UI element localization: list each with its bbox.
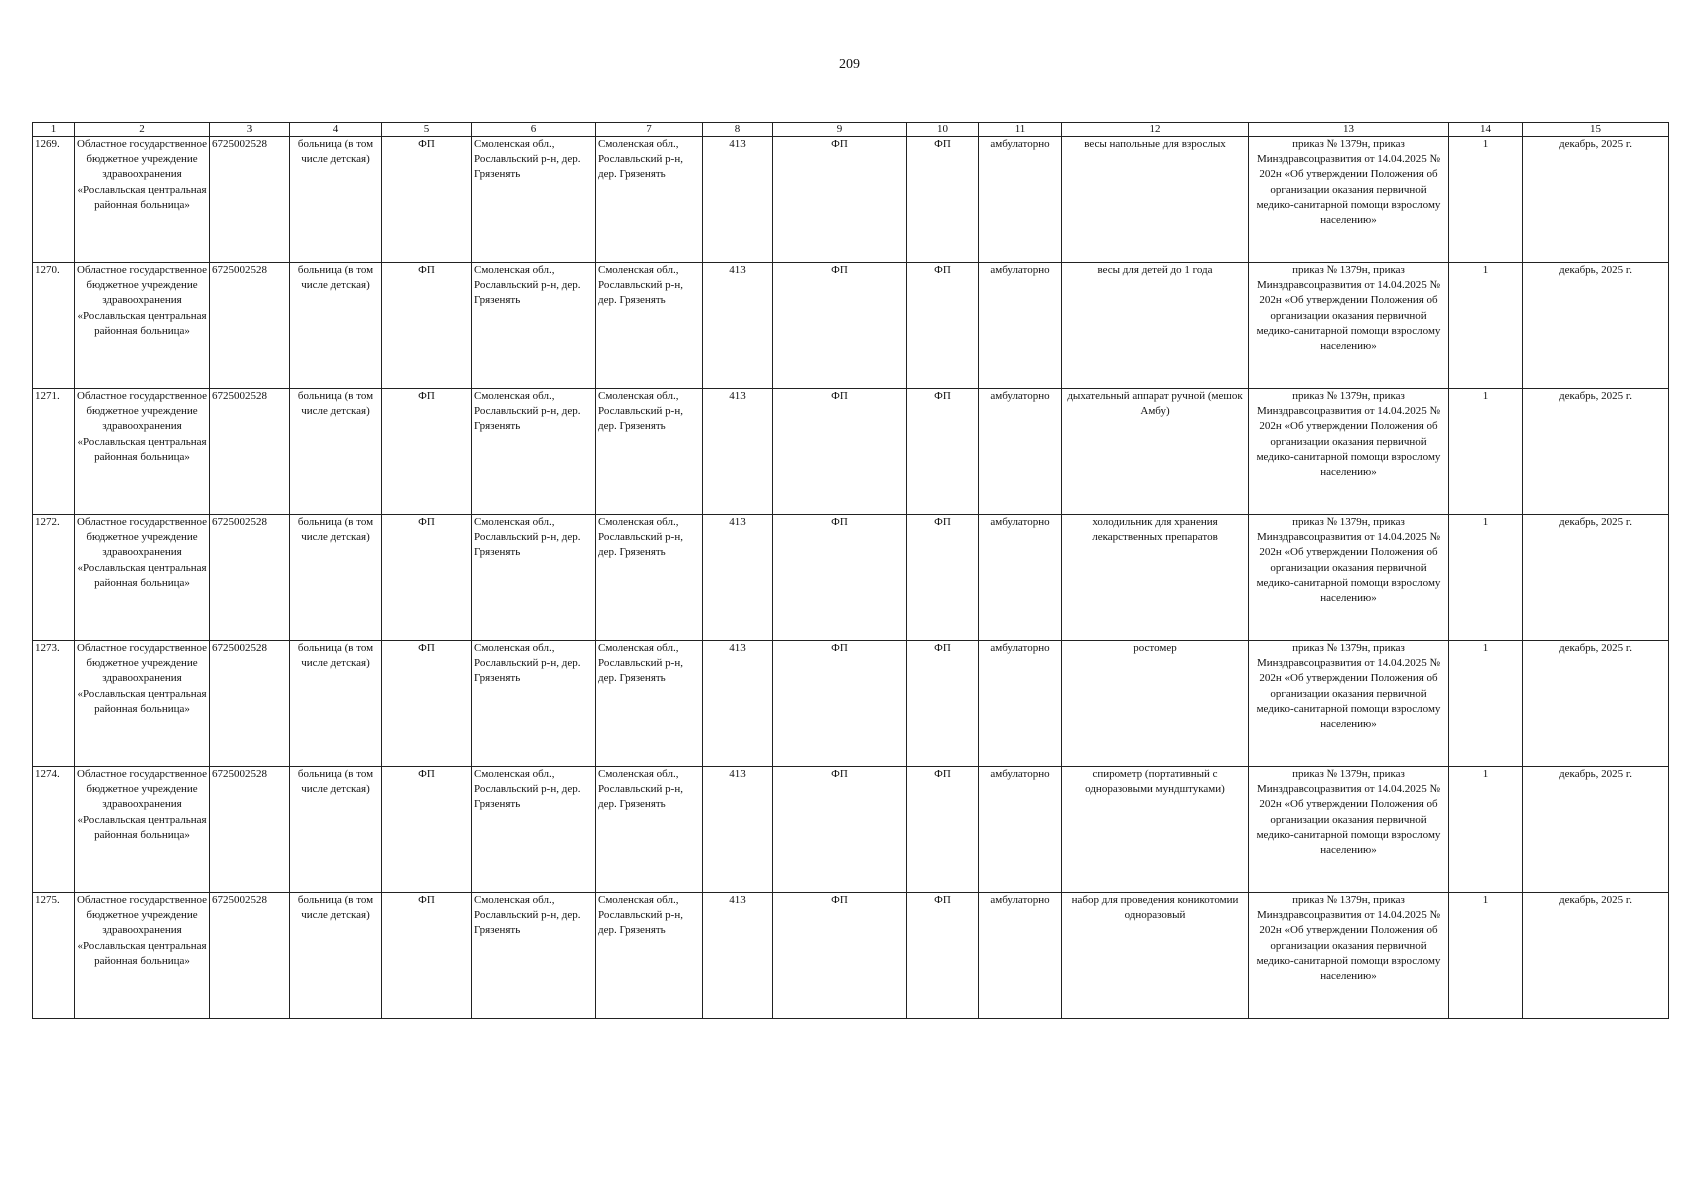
address-legal: Смоленская обл., Рославльский р-н, дер. Грязенять [472, 893, 596, 1019]
col9-cell: ФП [773, 641, 907, 767]
organization-name: Областное государственное бюджетное учреждение здравоохранения «Рославльская центральная районная больница» [75, 515, 210, 641]
col10-cell: ФП [907, 893, 979, 1019]
condition-cell: амбулаторно [979, 893, 1062, 1019]
inn-cell: 6725002528 [210, 263, 290, 389]
population-cell: 413 [703, 767, 773, 893]
inn-cell: 6725002528 [210, 893, 290, 1019]
organization-name: Областное государственное бюджетное учреждение здравоохранения «Рославльская центральная районная больница» [75, 137, 210, 263]
address-actual: Смоленская обл., Рославльский р-н, дер. Грязенять [596, 137, 703, 263]
row-number: 1271. [33, 389, 75, 515]
equipment-table [32, 122, 1669, 1019]
facility-type: больница (в том числе детская) [290, 515, 382, 641]
column-header: 9 [773, 123, 907, 137]
column-header: 1 [33, 123, 75, 137]
column-header: 12 [1062, 123, 1249, 137]
address-actual: Смоленская обл., Рославльский р-н, дер. Грязенять [596, 893, 703, 1019]
date-cell: декабрь, 2025 г. [1523, 641, 1669, 767]
column-header: 10 [907, 123, 979, 137]
address-actual: Смоленская обл., Рославльский р-н, дер. Грязенять [596, 641, 703, 767]
quantity-cell: 1 [1449, 515, 1523, 641]
address-actual: Смоленская обл., Рославльский р-н, дер. Грязенять [596, 263, 703, 389]
organization-name: Областное государственное бюджетное учреждение здравоохранения «Рославльская центральная районная больница» [75, 389, 210, 515]
col10-cell: ФП [907, 641, 979, 767]
facility-type: больница (в том числе детская) [290, 767, 382, 893]
condition-cell: амбулаторно [979, 641, 1062, 767]
col9-cell: ФП [773, 893, 907, 1019]
date-cell: декабрь, 2025 г. [1523, 515, 1669, 641]
equipment-cell: дыхательный аппарат ручной (мешок Амбу) [1062, 389, 1249, 515]
column-header: 5 [382, 123, 472, 137]
address-legal: Смоленская обл., Рославльский р-н, дер. Грязенять [472, 767, 596, 893]
condition-cell: амбулаторно [979, 137, 1062, 263]
inn-cell: 6725002528 [210, 641, 290, 767]
column-header: 15 [1523, 123, 1669, 137]
date-cell: декабрь, 2025 г. [1523, 767, 1669, 893]
col9-cell: ФП [773, 767, 907, 893]
facility-type: больница (в том числе детская) [290, 263, 382, 389]
organization-name: Областное государственное бюджетное учреждение здравоохранения «Рославльская центральная районная больница» [75, 263, 210, 389]
col10-cell: ФП [907, 137, 979, 263]
col9-cell: ФП [773, 515, 907, 641]
inn-cell: 6725002528 [210, 515, 290, 641]
organization-name: Областное государственное бюджетное учреждение здравоохранения «Рославльская центральная районная больница» [75, 641, 210, 767]
date-cell: декабрь, 2025 г. [1523, 893, 1669, 1019]
column-header: 3 [210, 123, 290, 137]
column-header: 8 [703, 123, 773, 137]
quantity-cell: 1 [1449, 767, 1523, 893]
condition-cell: амбулаторно [979, 389, 1062, 515]
unit-cell: ФП [382, 767, 472, 893]
equipment-cell: весы для детей до 1 года [1062, 263, 1249, 389]
facility-type: больница (в том числе детская) [290, 641, 382, 767]
col10-cell: ФП [907, 767, 979, 893]
order-cell: приказ № 1379н, приказ Минздравсоцразвития от 14.04.2025 № 202н «Об утверждении Положения об организации оказания первичной медико-санитарной помощи взрослому населению» [1249, 893, 1449, 1019]
column-header: 7 [596, 123, 703, 137]
inn-cell: 6725002528 [210, 137, 290, 263]
table-row [33, 515, 1669, 641]
condition-cell: амбулаторно [979, 515, 1062, 641]
col9-cell: ФП [773, 389, 907, 515]
address-actual: Смоленская обл., Рославльский р-н, дер. Грязенять [596, 389, 703, 515]
page-number: 209 [839, 57, 860, 72]
table-row [33, 137, 1669, 263]
quantity-cell: 1 [1449, 893, 1523, 1019]
table-row [33, 767, 1669, 893]
column-header: 11 [979, 123, 1062, 137]
unit-cell: ФП [382, 263, 472, 389]
column-header: 14 [1449, 123, 1523, 137]
inn-cell: 6725002528 [210, 767, 290, 893]
unit-cell: ФП [382, 137, 472, 263]
equipment-cell: набор для проведения коникотомии одноразовый [1062, 893, 1249, 1019]
order-cell: приказ № 1379н, приказ Минздравсоцразвития от 14.04.2025 № 202н «Об утверждении Положения об организации оказания первичной медико-санитарной помощи взрослому населению» [1249, 641, 1449, 767]
facility-type: больница (в том числе детская) [290, 389, 382, 515]
row-number: 1274. [33, 767, 75, 893]
population-cell: 413 [703, 641, 773, 767]
order-cell: приказ № 1379н, приказ Минздравсоцразвития от 14.04.2025 № 202н «Об утверждении Положения об организации оказания первичной медико-санитарной помощи взрослому населению» [1249, 137, 1449, 263]
address-actual: Смоленская обл., Рославльский р-н, дер. Грязенять [596, 767, 703, 893]
table-row [33, 893, 1669, 1019]
col10-cell: ФП [907, 515, 979, 641]
equipment-cell: ростомер [1062, 641, 1249, 767]
equipment-cell: холодильник для хранения лекарственных препаратов [1062, 515, 1249, 641]
quantity-cell: 1 [1449, 389, 1523, 515]
quantity-cell: 1 [1449, 263, 1523, 389]
address-legal: Смоленская обл., Рославльский р-н, дер. Грязенять [472, 263, 596, 389]
row-number: 1273. [33, 641, 75, 767]
address-legal: Смоленская обл., Рославльский р-н, дер. Грязенять [472, 641, 596, 767]
address-legal: Смоленская обл., Рославльский р-н, дер. Грязенять [472, 389, 596, 515]
col10-cell: ФП [907, 263, 979, 389]
quantity-cell: 1 [1449, 641, 1523, 767]
organization-name: Областное государственное бюджетное учреждение здравоохранения «Рославльская центральная районная больница» [75, 893, 210, 1019]
column-header: 6 [472, 123, 596, 137]
table-row [33, 263, 1669, 389]
table-row [33, 389, 1669, 515]
unit-cell: ФП [382, 389, 472, 515]
population-cell: 413 [703, 389, 773, 515]
organization-name: Областное государственное бюджетное учреждение здравоохранения «Рославльская центральная районная больница» [75, 767, 210, 893]
order-cell: приказ № 1379н, приказ Минздравсоцразвития от 14.04.2025 № 202н «Об утверждении Положения об организации оказания первичной медико-санитарной помощи взрослому населению» [1249, 263, 1449, 389]
order-cell: приказ № 1379н, приказ Минздравсоцразвития от 14.04.2025 № 202н «Об утверждении Положения об организации оказания первичной медико-санитарной помощи взрослому населению» [1249, 767, 1449, 893]
unit-cell: ФП [382, 641, 472, 767]
population-cell: 413 [703, 515, 773, 641]
condition-cell: амбулаторно [979, 263, 1062, 389]
order-cell: приказ № 1379н, приказ Минздравсоцразвития от 14.04.2025 № 202н «Об утверждении Положения об организации оказания первичной медико-санитарной помощи взрослому населению» [1249, 389, 1449, 515]
population-cell: 413 [703, 263, 773, 389]
condition-cell: амбулаторно [979, 767, 1062, 893]
order-cell: приказ № 1379н, приказ Минздравсоцразвития от 14.04.2025 № 202н «Об утверждении Положения об организации оказания первичной медико-санитарной помощи взрослому населению» [1249, 515, 1449, 641]
row-number: 1272. [33, 515, 75, 641]
equipment-cell: спирометр (портативный с одноразовыми мундштуками) [1062, 767, 1249, 893]
column-header: 13 [1249, 123, 1449, 137]
col9-cell: ФП [773, 263, 907, 389]
date-cell: декабрь, 2025 г. [1523, 263, 1669, 389]
col10-cell: ФП [907, 389, 979, 515]
address-legal: Смоленская обл., Рославльский р-н, дер. Грязенять [472, 515, 596, 641]
equipment-cell: весы напольные для взрослых [1062, 137, 1249, 263]
unit-cell: ФП [382, 515, 472, 641]
population-cell: 413 [703, 893, 773, 1019]
quantity-cell: 1 [1449, 137, 1523, 263]
population-cell: 413 [703, 137, 773, 263]
table-header-row [33, 123, 1669, 137]
column-header: 4 [290, 123, 382, 137]
row-number: 1275. [33, 893, 75, 1019]
facility-type: больница (в том числе детская) [290, 137, 382, 263]
date-cell: декабрь, 2025 г. [1523, 137, 1669, 263]
table-row [33, 641, 1669, 767]
address-actual: Смоленская обл., Рославльский р-н, дер. Грязенять [596, 515, 703, 641]
unit-cell: ФП [382, 893, 472, 1019]
column-header: 2 [75, 123, 210, 137]
address-legal: Смоленская обл., Рославльский р-н, дер. Грязенять [472, 137, 596, 263]
facility-type: больница (в том числе детская) [290, 893, 382, 1019]
row-number: 1270. [33, 263, 75, 389]
inn-cell: 6725002528 [210, 389, 290, 515]
col9-cell: ФП [773, 137, 907, 263]
date-cell: декабрь, 2025 г. [1523, 389, 1669, 515]
row-number: 1269. [33, 137, 75, 263]
